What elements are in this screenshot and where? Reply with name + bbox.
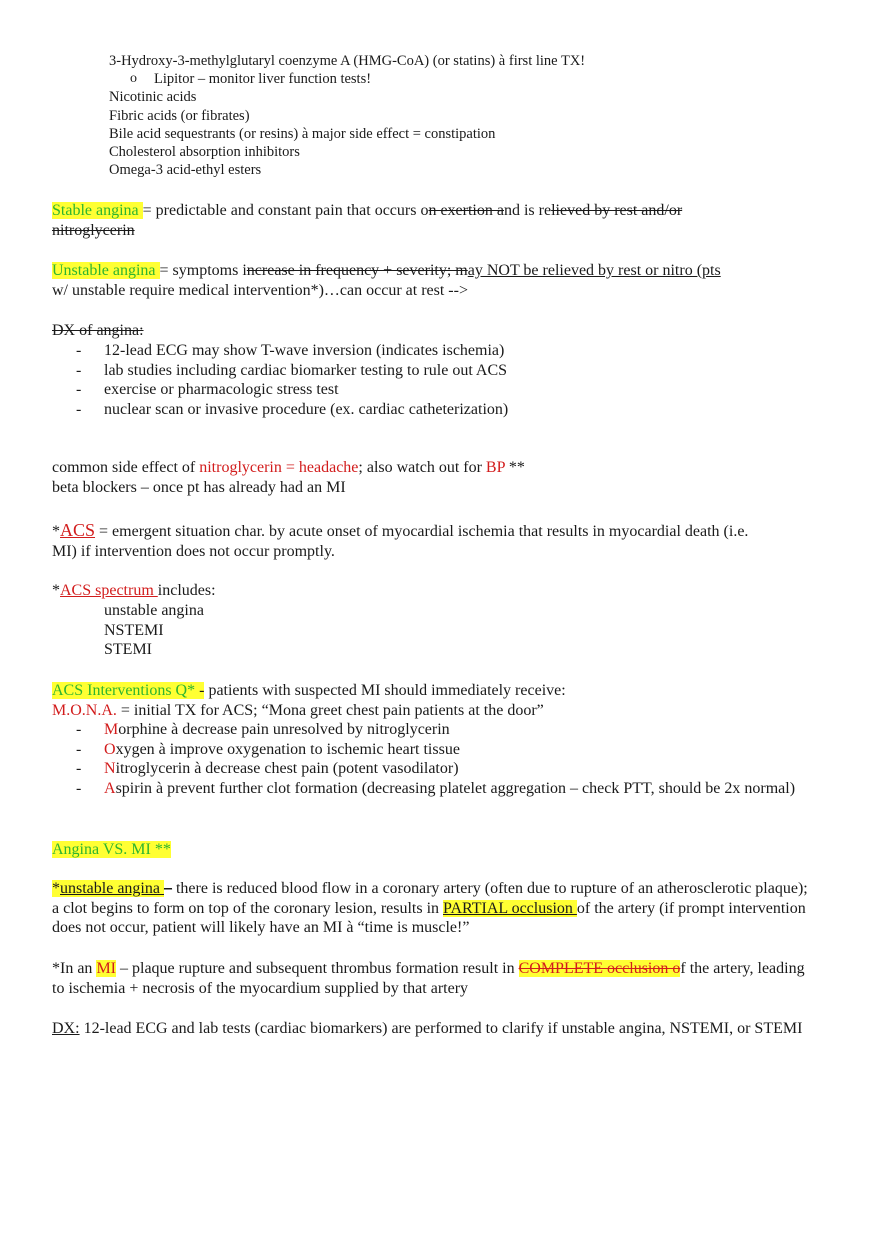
acs-definition: *ACS = emergent situation char. by acute onset of myocardial ischemia that results in myocardial death (i.e. MI) if intervention does not occur promptly.	[52, 520, 749, 560]
list-item: - Aspirin à prevent further clot formation (decreasing platelet aggregation – check PTT, should be 2x normal)	[76, 779, 796, 797]
list-item: Bile acid sequestrants (or resins) à major side effect = constipation	[109, 125, 496, 142]
list-item: Nicotinic acids	[109, 89, 197, 106]
mona-list	[52, 720, 812, 798]
unstable-angina-paragraph: *unstable angina – there is reduced blood flow in a coronary artery (often due to rupture of an atherosclerotic plaque); a clot begins to form on top of the coronary lesion, results in PARTIAL occlusion of the artery (if prompt intervention does not occur, patient will likely have an MI à “time is muscle!”	[52, 880, 808, 936]
list-item: STEMI	[104, 641, 152, 658]
list-item: - 12-lead ECG may show T-wave inversion (indicates ischemia)	[76, 342, 505, 359]
mi-paragraph: *In an MI – plaque rupture and subsequent thrombus formation result in COMPLETE occlusion of the artery, leading to ischemia + necrosis of the myocardium supplied by that artery	[52, 960, 805, 997]
unstable-angina-definition: Unstable angina = symptoms increase in frequency + severity; may NOT be relieved by rest or nitro (pts w/ unstable require medical intervention*)…can occur at rest -->	[52, 262, 721, 299]
nitroglycerin-note: common side effect of nitroglycerin = headache; also watch out for BP ** beta blockers – once pt has already had an MI	[52, 459, 525, 496]
partial-occlusion-highlight: PARTIAL occlusion	[443, 899, 577, 917]
acs-spectrum-list	[52, 601, 812, 660]
list-item: - exercise or pharmacologic stress test	[76, 381, 339, 398]
complete-occlusion-highlight: COMPLETE occlusion o	[518, 960, 681, 977]
list-item: - lab studies including cardiac biomarker testing to rule out ACS	[76, 361, 508, 379]
acs-term: ACS	[60, 520, 96, 540]
list-item: unstable angina	[104, 602, 204, 619]
dx-heading: DX of angina:	[52, 322, 144, 339]
acs-interventions: ACS Interventions Q* - patients with suspected MI should immediately receive: M.O.N.A. = initial TX for ACS; “Mona greet chest pain patients at the door”	[52, 682, 566, 719]
acs-spectrum: *ACS spectrum includes:	[52, 582, 216, 599]
dx-list	[52, 341, 812, 419]
mi-term: MI	[96, 960, 116, 977]
list-item: NSTEMI	[104, 621, 164, 639]
angina-vs-mi-heading: Angina VS. MI **	[52, 841, 171, 858]
list-item: 3-Hydroxy-3-methylglutaryl coenzyme A (HMG-CoA) (or statins) à first line TX!	[109, 53, 586, 69]
stable-angina-term: Stable angina	[52, 202, 143, 219]
dx-final-paragraph: DX: 12-lead ECG and lab tests (cardiac biomarkers) are performed to clarify if unstable angina, NSTEMI, or STEMI	[52, 1020, 803, 1037]
list-item: o Lipitor – monitor liver function tests!	[130, 71, 372, 88]
list-item: - Oxygen à improve oxygenation to ischemic heart tissue	[76, 740, 460, 758]
lipid-drug-list	[52, 52, 812, 179]
acs-interventions-term: ACS Interventions Q*	[52, 682, 200, 699]
mona-term: M.O.N.A.	[52, 701, 117, 719]
list-item: Cholesterol absorption inhibitors	[109, 144, 300, 161]
sub-bullet-icon: o	[130, 71, 137, 87]
list-item: - nuclear scan or invasive procedure (ex. cardiac catheterization)	[76, 400, 509, 418]
list-item: Fibric acids (or fibrates)	[109, 107, 250, 124]
list-item: Omega-3 acid-ethyl esters	[109, 162, 262, 179]
list-item: - Nitroglycerin à decrease chest pain (potent vasodilator)	[76, 760, 459, 777]
stable-angina-definition: Stable angina = predictable and constant pain that occurs on exertion and is relieved by rest and/or nitroglycerin	[52, 202, 683, 239]
unstable-angina-term: Unstable angina	[52, 262, 160, 279]
list-item: - Morphine à decrease pain unresolved by nitroglycerin	[76, 721, 450, 738]
